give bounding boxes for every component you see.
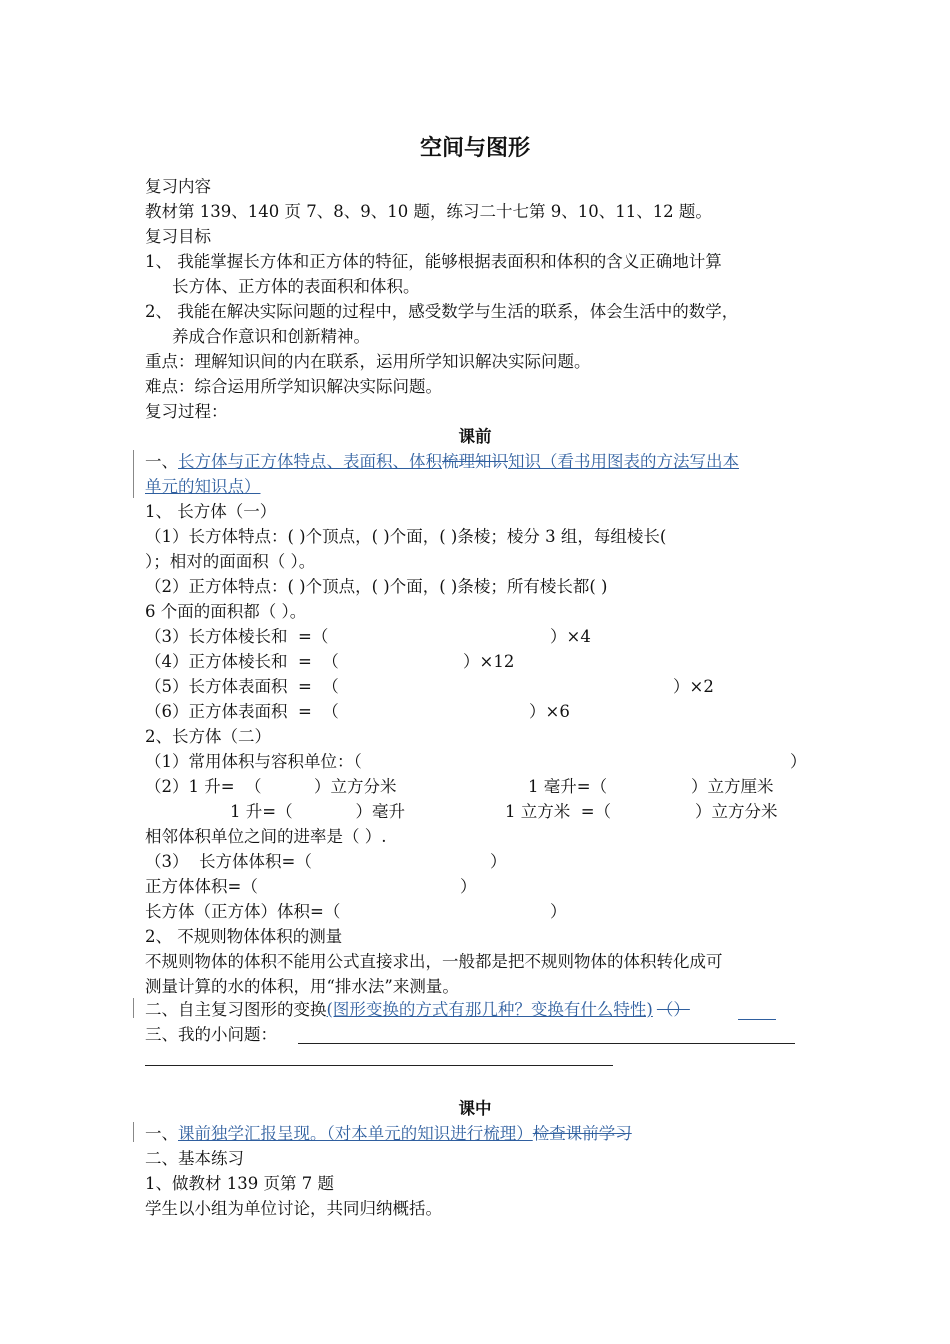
pre-section-1-line-1 (145, 449, 810, 474)
cuboid-part-2-heading: 2、长方体（二） (145, 727, 271, 746)
answer-line-1 (298, 1043, 795, 1044)
inserted-text: 长方体与正方体特点、表面积、体积 (178, 452, 442, 471)
section-text: 二、自主复习图形的变换 (145, 1000, 327, 1019)
cube-features-line-2: 6 个面的面积都（ ）。 (145, 602, 307, 621)
cuboid-surface-area: （5）长方体表面积 = （ ）×2 (145, 677, 714, 696)
pre-section-3: 三、我的小问题： (145, 1025, 277, 1044)
unit-rate: 相邻体积单位之间的进率是（ ）. (145, 827, 387, 846)
pre-class-heading: 课前 (458, 427, 492, 446)
cube-edge-sum: （4）正方体棱长和 = （ ）×12 (145, 652, 515, 671)
volume-units: （1）常用体积与容积单位：（ ） (145, 752, 807, 771)
cuboid-features-line-2: ）；相对的面面积（ ）。 (145, 552, 316, 571)
revision-change-bar (133, 998, 134, 1018)
irregular-volume-text-2: 测量计算的水的体积，用“排水法”来测量。 (145, 977, 459, 996)
unit-conversion-line-1: （2）1 升= （ ）立方分米 1 毫升=（ ）立方厘米 (145, 777, 774, 796)
answer-line-2 (145, 1065, 613, 1066)
general-volume: 长方体（正方体）体积=（ ） (145, 902, 567, 921)
irregular-volume-text-1: 不规则物体的体积不能用公式直接求出，一般都是把不规则物体的体积转化成可 (145, 952, 723, 971)
unit-conversion-line-2: 1 升=（ ）毫升 1 立方米 =（ ）立方分米 (230, 802, 778, 821)
cuboid-volume: （3） 长方体体积=（ ） (145, 852, 507, 871)
exercise-1: 1、做教材 139 页第 7 题 (145, 1174, 334, 1193)
inserted-text: 课前独学汇报呈现。（对本单元的知识进行梳理） (178, 1124, 533, 1143)
review-content-heading: 复习内容 (145, 177, 211, 196)
goal-2-line-1: 2、 我能在解决实际问题的过程中，感受数学与生活的联系，体会生活中的数学， (145, 302, 739, 321)
revision-change-bar (133, 450, 134, 498)
mid-section-1 (145, 1121, 810, 1146)
section-number: 一、 (145, 452, 178, 471)
key-point: 重点：理解知识间的内在联系，运用所学知识解决实际问题。 (145, 352, 591, 371)
goal-1-line-1: 1、 我能掌握长方体和正方体的特征，能够根据表面积和体积的含义正确地计算 (145, 252, 722, 271)
review-goal-heading: 复习目标 (145, 227, 211, 246)
section-number: 一、 (145, 1124, 178, 1143)
inserted-text: (图形变换的方式有那几种？变换有什么特性) (326, 1000, 653, 1019)
cuboid-features-line-1: （1）长方体特点：( )个顶点，( )个面，( )条棱；棱分 3 组，每组棱长( (145, 527, 667, 546)
irregular-volume-heading: 2、 不规则物体体积的测量 (145, 927, 343, 946)
review-content-text: 教材第 139、140 页 7、8、9、10 题，练习二十七第 9、10、11、12 题。 (145, 202, 712, 221)
document-title: 空间与图形 (419, 136, 530, 161)
revision-change-bar (133, 1122, 134, 1142)
review-process-heading: 复习过程： (145, 402, 228, 421)
deleted-text: 梳理知识 (442, 452, 508, 471)
mid-section-2: 二、基本练习 (145, 1149, 244, 1168)
in-class-heading: 课中 (458, 1099, 492, 1118)
deleted-underline (738, 1019, 776, 1020)
goal-2-line-2: 养成合作意识和创新精神。 (172, 327, 370, 346)
cube-features-line-1: （2）正方体特点：( )个顶点，( )个面，( )条棱；所有棱长都( ) (145, 577, 608, 596)
cuboid-edge-sum: （3）长方体棱长和 =（ ）×4 (145, 627, 591, 646)
deleted-text: 检查课前学习 (532, 1124, 632, 1143)
pre-section-2 (145, 997, 810, 1022)
cuboid-part-1-heading: 1、 长方体（一） (145, 502, 277, 521)
deleted-text: （） (656, 1000, 690, 1019)
pre-section-1-line-2 (145, 474, 810, 499)
inserted-text: 知识（看书用图表的方法写出本 (508, 452, 739, 471)
difficult-point: 难点：综合运用所学知识解决实际问题。 (145, 377, 442, 396)
cube-surface-area: （6）正方体表面积 = （ ）×6 (145, 702, 570, 721)
inserted-text: 单元的知识点） (145, 477, 261, 496)
goal-1-line-2: 长方体、正方体的表面积和体积。 (172, 277, 420, 296)
cube-volume: 正方体体积=（ ） (145, 877, 477, 896)
exercise-1-text: 学生以小组为单位讨论，共同归纳概括。 (145, 1199, 442, 1218)
